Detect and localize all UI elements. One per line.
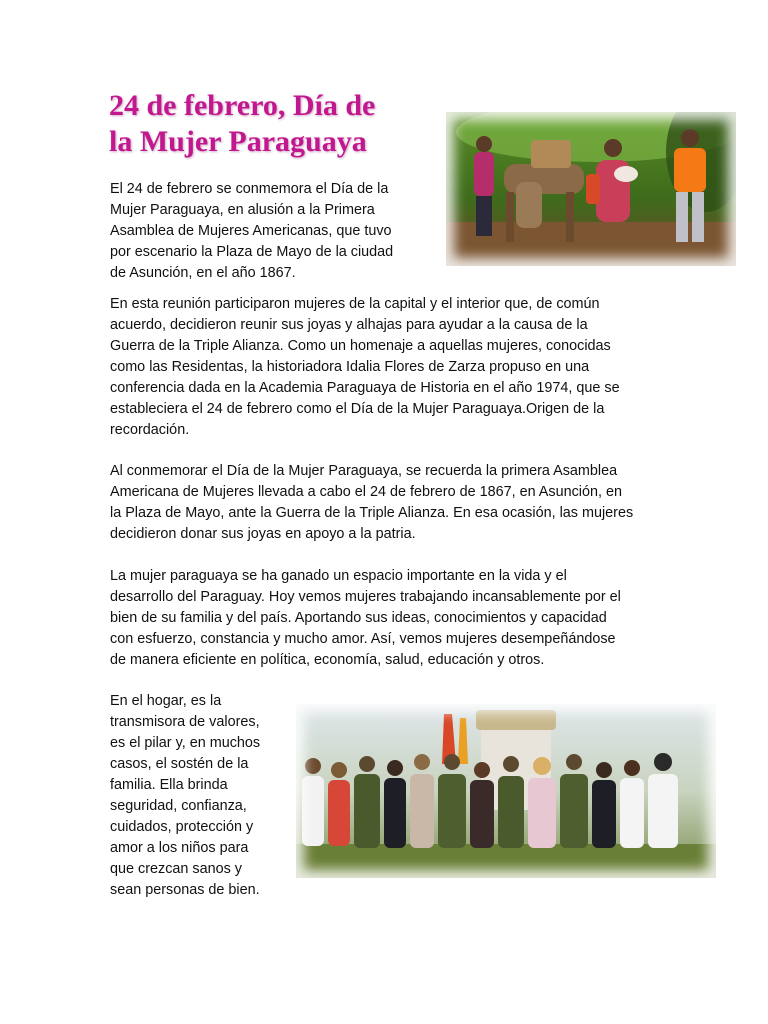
intro-line: por escenario la Plaza de Mayo de la ciudad xyxy=(110,244,394,260)
paragraph-line: La mujer paraguaya se ha ganado un espacio importante en la vida y el xyxy=(110,568,567,584)
paragraph-line: amor a los niños para xyxy=(110,840,249,856)
paragraph-hogar xyxy=(110,691,290,901)
paragraph-line: es el pilar y, en muchos xyxy=(110,735,261,751)
paragraph-line: de manera eficiente en política, economía, salud, educación y otros. xyxy=(110,652,545,668)
paragraph-line: seguridad, confianza, xyxy=(110,798,247,814)
paragraph-line: Al conmemorar el Día de la Mujer Paraguaya, se recuerda la primera Asamblea xyxy=(110,463,618,479)
women-with-donkey-photo xyxy=(446,112,736,266)
paragraph-line: bien de su familia y del país. Aportando sus ideas, conocimientos y capacidad xyxy=(110,610,607,626)
title-line-1: 24 de febrero, Día de xyxy=(109,89,376,122)
paragraph-line: Americana de Mujeres llevada a cabo el 24 de febrero de 1867, en Asunción, en xyxy=(110,484,623,500)
paragraph-line: sean personas de bien. xyxy=(110,882,260,898)
paragraph-line: como las Residentas, la historiadora Idalia Flores de Zarza propuso en una xyxy=(110,359,590,375)
paragraph-line: En esta reunión participaron mujeres de la capital y el interior que, de común xyxy=(110,296,600,312)
paragraph-line: casos, el sostén de la xyxy=(110,756,249,772)
intro-paragraph xyxy=(110,179,430,284)
group-ceremony-photo xyxy=(296,704,716,878)
paragraph-line: que crezcan sanos y xyxy=(110,861,242,877)
intro-line: de Asunción, en el año 1867. xyxy=(110,265,296,281)
paragraph-line: desarrollo del Paraguay. Hoy vemos mujeres trabajando incansablemente por el xyxy=(110,589,621,605)
paragraph-line: recordación. xyxy=(110,422,190,438)
paragraph-residentas xyxy=(110,294,650,441)
paragraph-line: familia. Ella brinda xyxy=(110,777,228,793)
paragraph-espacio xyxy=(110,566,660,671)
paragraph-line: En el hogar, es la xyxy=(110,693,222,709)
paragraph-line: cuidados, protección y xyxy=(110,819,254,835)
paragraph-line: con esfuerzo, constancia y mucho amor. Así, vemos mujeres desempeñándose xyxy=(110,631,616,647)
intro-line: Asamblea de Mujeres Americanas, que tuvo xyxy=(110,223,392,239)
intro-line: El 24 de febrero se conmemora el Día de la xyxy=(110,181,389,197)
paragraph-line: Guerra de la Triple Alianza. Como un homenaje a aquellas mujeres, conocidas xyxy=(110,338,611,354)
page-title xyxy=(109,88,429,160)
paragraph-line: transmisora de valores, xyxy=(110,714,260,730)
paragraph-line: estableciera el 24 de febrero como el Día de la Mujer Paraguaya.Origen de la xyxy=(110,401,605,417)
paragraph-line: la Plaza de Mayo, ante la Guerra de la Triple Alianza. En esa ocasión, las mujeres xyxy=(110,505,634,521)
paragraph-line: acuerdo, decidieron reunir sus joyas y alhajas para ayudar a la causa de la xyxy=(110,317,588,333)
paragraph-line: conferencia dada en la Academia Paraguaya de Historia en el año 1974, que se xyxy=(110,380,620,396)
title-line-2: la Mujer Paraguaya xyxy=(109,125,367,158)
paragraph-line: decidieron donar sus joyas en apoyo a la patria. xyxy=(110,526,416,542)
intro-line: Mujer Paraguaya, en alusión a la Primera xyxy=(110,202,375,218)
paragraph-asamblea xyxy=(110,461,660,545)
